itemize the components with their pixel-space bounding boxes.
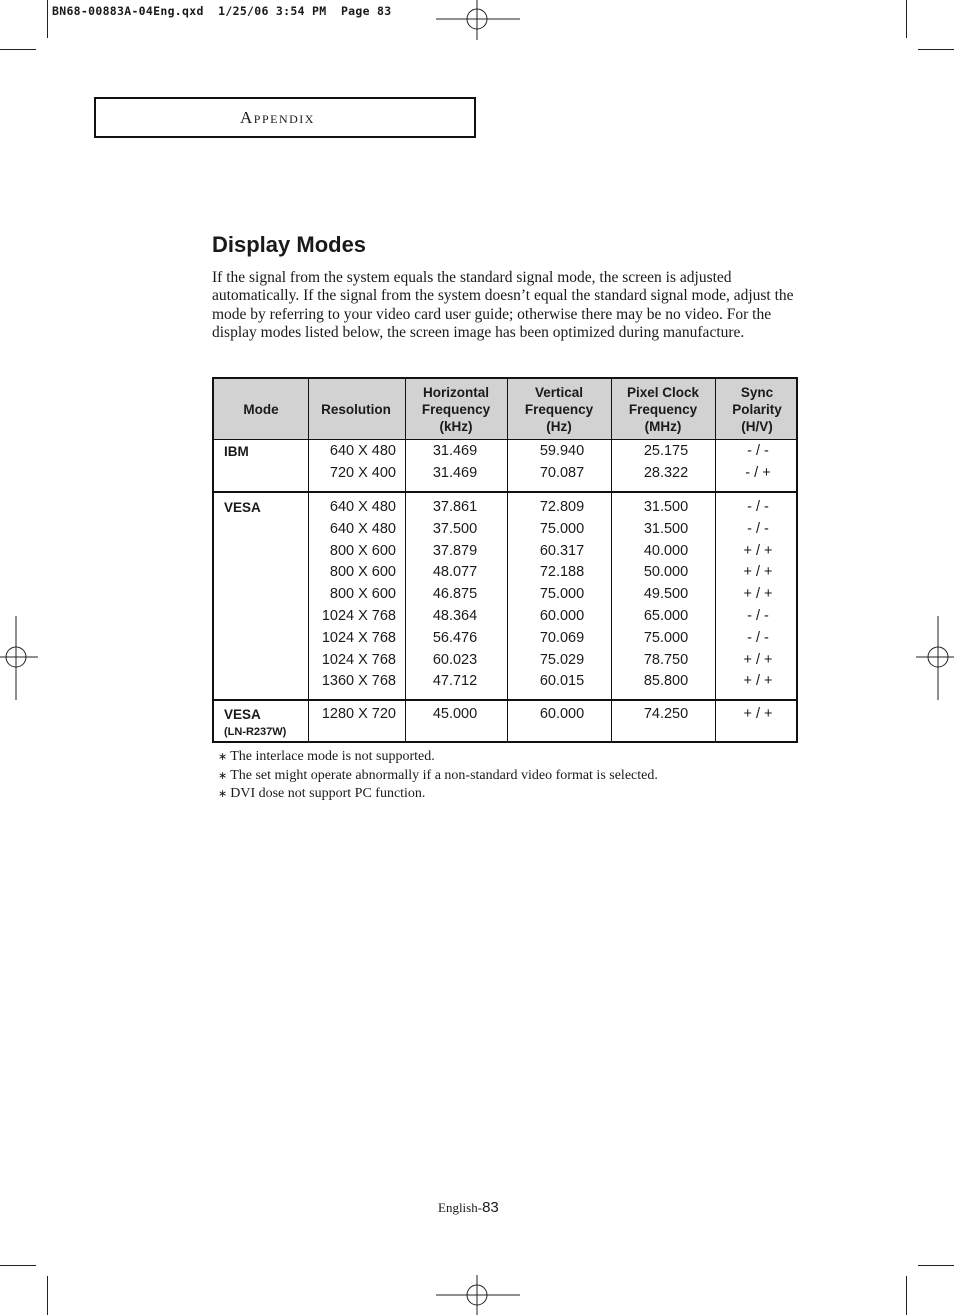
pixel-clock-column <box>616 441 716 485</box>
pixel-clock-cell: 85.800 <box>643 673 689 690</box>
horizontal-frequency-cell: 31.469 <box>432 443 478 459</box>
registration-mark-icon <box>0 616 38 700</box>
vertical-frequency-cell: 75.000 <box>539 520 585 537</box>
resolution-cell: 1024 X 768 <box>321 629 396 646</box>
vertical-frequency-cell: 72.809 <box>539 499 585 515</box>
sync-polarity-cell: - / - <box>747 499 769 515</box>
resolution-cell: 800 X 600 <box>329 564 396 581</box>
resolution-cell: 640 X 480 <box>329 443 396 459</box>
resolution-column <box>310 704 396 726</box>
footnote: ∗ The set might operate abnormally if a non-standard video format is selected. <box>218 767 658 783</box>
sync-polarity-cell: - / - <box>747 443 769 459</box>
page-title: Display Modes <box>212 232 367 257</box>
section-header-box <box>94 97 476 138</box>
section-title: Appendix <box>240 108 315 127</box>
vertical-frequency-cell: 60.015 <box>539 673 585 690</box>
horizontal-frequency-column <box>410 441 500 485</box>
registration-mark-icon <box>436 0 520 40</box>
table-header <box>214 379 796 440</box>
header-pixel-clock: Pixel Clock Frequency (MHz) <box>626 384 700 434</box>
resolution-cell: 1360 X 768 <box>321 673 396 690</box>
mode-label: VESA <box>224 500 261 515</box>
vertical-frequency-cell: 75.029 <box>539 651 585 668</box>
print-slug: BN68-00883A-04Eng.qxd 1/25/06 3:54 PM Page 83 <box>52 4 392 18</box>
sync-polarity-cell: - / - <box>747 607 769 624</box>
resolution-cell: 640 X 480 <box>329 499 396 515</box>
horizontal-frequency-column <box>410 704 500 726</box>
sync-polarity-cell: + / + <box>743 651 773 668</box>
column-divider <box>308 379 309 741</box>
crop-mark <box>918 1265 954 1266</box>
crop-mark <box>47 0 48 38</box>
crop-mark <box>906 1276 907 1315</box>
group-divider <box>214 699 796 701</box>
sync-polarity-cell: - / - <box>747 520 769 537</box>
pixel-clock-column <box>616 704 716 726</box>
resolution-column <box>310 441 396 485</box>
footnote: ∗ DVI dose not support PC function. <box>218 786 426 802</box>
pixel-clock-cell: 25.175 <box>643 443 689 459</box>
pixel-clock-cell: 49.500 <box>643 586 689 603</box>
crop-mark <box>918 49 954 50</box>
group-divider <box>214 491 796 493</box>
column-divider <box>507 379 508 741</box>
header-horizontal-frequency: Horizontal Frequency (kHz) <box>421 384 491 434</box>
pixel-clock-cell: 28.322 <box>643 464 689 481</box>
mode-model-label: (LN-R237W) <box>224 726 287 738</box>
sync-polarity-cell: - / - <box>747 629 769 646</box>
resolution-cell: 1280 X 720 <box>321 706 396 722</box>
registration-mark-icon <box>436 1275 520 1315</box>
vertical-frequency-cell: 60.317 <box>539 542 585 559</box>
pixel-clock-cell: 75.000 <box>643 629 689 646</box>
vertical-frequency-cell: 75.000 <box>539 586 585 603</box>
sync-polarity-cell: + / + <box>743 542 773 559</box>
horizontal-frequency-cell: 48.364 <box>432 607 478 624</box>
sync-polarity-cell: + / + <box>743 564 773 581</box>
pixel-clock-cell: 65.000 <box>643 607 689 624</box>
horizontal-frequency-cell: 37.861 <box>432 499 478 515</box>
sync-polarity-cell: + / + <box>743 706 773 722</box>
footnotes <box>218 748 658 804</box>
vertical-frequency-cell: 60.000 <box>539 706 585 722</box>
page-number: English-83 <box>438 1199 499 1216</box>
pixel-clock-cell: 78.750 <box>643 651 689 668</box>
sync-polarity-cell: + / + <box>743 586 773 603</box>
footnote: ∗ The interlace mode is not supported. <box>218 749 435 764</box>
horizontal-frequency-cell: 37.500 <box>432 520 478 537</box>
sync-polarity-column <box>717 497 799 693</box>
resolution-cell: 1024 X 768 <box>321 651 396 668</box>
intro-paragraph: If the signal from the system equals the standard signal mode, the screen is adjusted automatically. If the signal from the system doesn’t equal the standard signal mode, adjust the mode by referring to your video card user guide; otherwise there may be no video. For the display modes listed below, the screen image has been optimized during manufacture. <box>212 269 794 342</box>
resolution-cell: 640 X 480 <box>329 520 396 537</box>
horizontal-frequency-cell: 45.000 <box>432 706 478 722</box>
header-vertical-frequency: Vertical Frequency (Hz) <box>524 384 594 434</box>
horizontal-frequency-cell: 60.023 <box>432 651 478 668</box>
vertical-frequency-cell: 72.188 <box>539 564 585 581</box>
sync-polarity-column <box>717 704 799 726</box>
sync-polarity-cell: - / + <box>745 464 771 481</box>
horizontal-frequency-cell: 47.712 <box>432 673 478 690</box>
header-resolution: Resolution <box>321 401 391 417</box>
resolution-column <box>310 497 396 693</box>
horizontal-frequency-cell: 48.077 <box>432 564 478 581</box>
resolution-cell: 800 X 600 <box>329 542 396 559</box>
pixel-clock-cell: 74.250 <box>643 706 689 722</box>
pixel-clock-cell: 50.000 <box>643 564 689 581</box>
pixel-clock-column <box>616 497 716 693</box>
display-modes-table <box>212 377 798 743</box>
mode-label: IBM <box>224 444 249 459</box>
horizontal-frequency-column <box>410 497 500 693</box>
vertical-frequency-column <box>512 497 612 693</box>
sync-polarity-column <box>717 441 799 485</box>
vertical-frequency-cell: 70.069 <box>539 629 585 646</box>
crop-mark <box>0 1265 36 1266</box>
pixel-clock-cell: 40.000 <box>643 542 689 559</box>
vertical-frequency-cell: 70.087 <box>539 464 585 481</box>
vertical-frequency-cell: 60.000 <box>539 607 585 624</box>
horizontal-frequency-cell: 46.875 <box>432 586 478 603</box>
vertical-frequency-cell: 59.940 <box>539 443 585 459</box>
crop-mark <box>906 0 907 38</box>
horizontal-frequency-cell: 31.469 <box>432 464 478 481</box>
crop-mark <box>0 49 36 50</box>
pixel-clock-cell: 31.500 <box>643 499 689 515</box>
registration-mark-icon <box>916 616 954 700</box>
resolution-cell: 1024 X 768 <box>321 607 396 624</box>
resolution-cell: 720 X 400 <box>329 464 396 481</box>
header-sync-polarity: Sync Polarity (H/V) <box>732 384 782 434</box>
pixel-clock-cell: 31.500 <box>643 520 689 537</box>
crop-mark <box>47 1276 48 1315</box>
horizontal-frequency-cell: 37.879 <box>432 542 478 559</box>
vertical-frequency-column <box>512 704 612 726</box>
resolution-cell: 800 X 600 <box>329 586 396 603</box>
header-mode: Mode <box>243 401 279 417</box>
horizontal-frequency-cell: 56.476 <box>432 629 478 646</box>
column-divider <box>405 379 406 741</box>
mode-label: VESA <box>224 707 261 722</box>
sync-polarity-cell: + / + <box>743 673 773 690</box>
vertical-frequency-column <box>512 441 612 485</box>
